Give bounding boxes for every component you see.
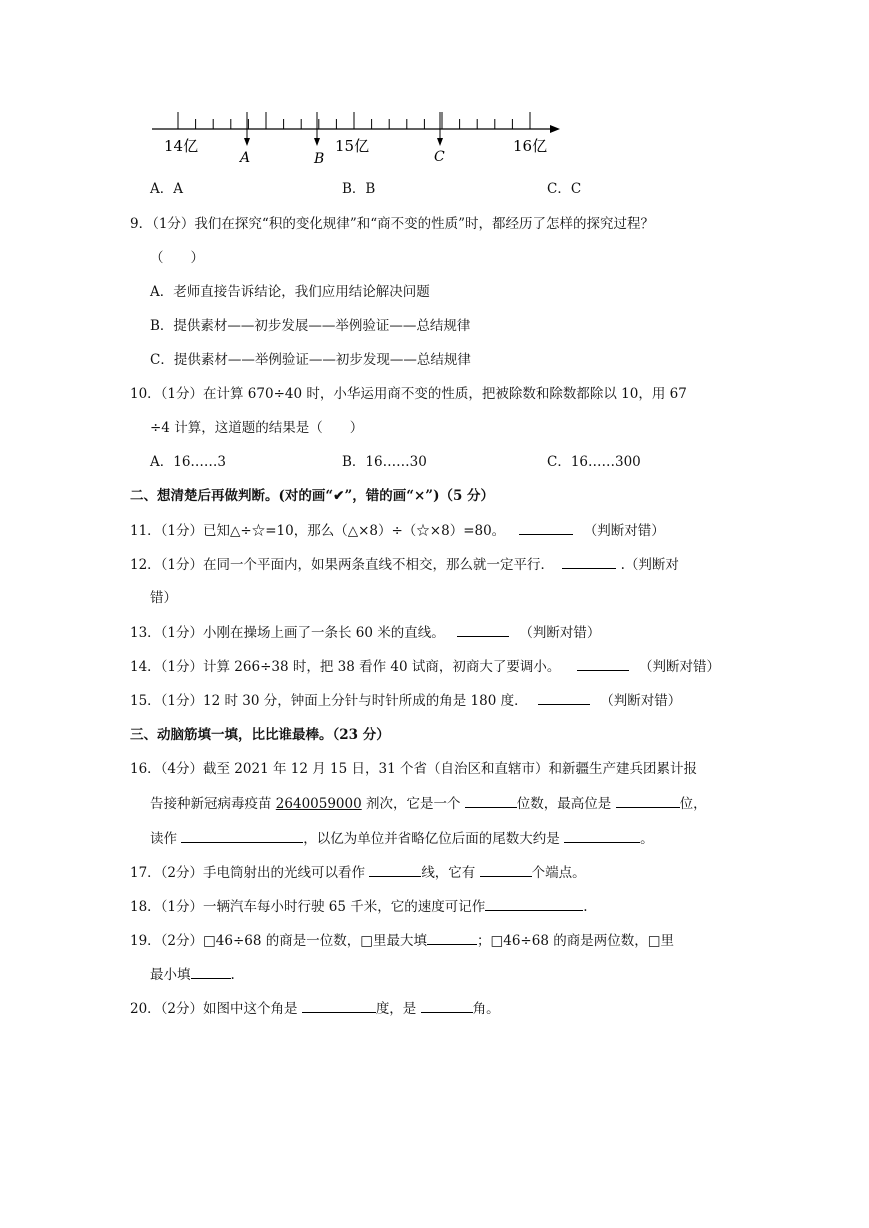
q15 bbox=[130, 690, 681, 711]
q9-option-c: C．提供素材——举例验证——初步发现——总结规律 bbox=[150, 352, 471, 368]
q20-text-c: 角。 bbox=[472, 1001, 500, 1017]
q10-option-b: B．16……30 bbox=[342, 454, 427, 470]
q15-answer-blank[interactable] bbox=[538, 690, 590, 705]
label-15yi: 15亿 bbox=[335, 137, 370, 155]
q10-stem-line2: ÷4 计算，这道题的结果是（ ） bbox=[150, 420, 364, 436]
label-14yi: 14亿 bbox=[164, 137, 199, 155]
q12-answer-blank[interactable] bbox=[562, 554, 616, 569]
point-label-b: B bbox=[314, 151, 325, 166]
q8-option-a: A．A bbox=[150, 181, 183, 197]
q10-stem-line1: 10．（1分）在计算 670÷40 时，小华运用商不变的性质，把被除数和除数都除以 10，用 67 bbox=[130, 386, 687, 402]
q17-text-b: 线，它有 bbox=[421, 865, 480, 881]
q16-approx-blank[interactable] bbox=[564, 828, 640, 843]
q10-option-a: A．16……3 bbox=[150, 454, 227, 470]
number-line-ticks bbox=[178, 112, 530, 129]
q20-degree-blank[interactable] bbox=[302, 998, 376, 1013]
q20-angle-type-blank[interactable] bbox=[421, 998, 473, 1013]
q20-text-b: 度，是 bbox=[375, 1001, 421, 1017]
q8-option-b: B．B bbox=[342, 181, 376, 197]
q19-min-blank[interactable] bbox=[191, 964, 231, 979]
q9-option-b: B．提供素材——初步发展——举例验证——总结规律 bbox=[150, 318, 471, 334]
q17-line-type-blank[interactable] bbox=[369, 862, 421, 877]
q16-text-b: 剂次，它是一个 bbox=[361, 796, 465, 812]
point-arrow-head bbox=[437, 138, 443, 146]
q16-text-e: 读作 bbox=[150, 831, 182, 847]
q13-stem: 13．（1分）小刚在操场上画了一条长 60 米的直线。 bbox=[130, 625, 445, 641]
q13-answer-blank[interactable] bbox=[457, 622, 509, 637]
q18-text-a: 18．（1分）一辆汽车每小时行驶 65 千米，它的速度可记作 bbox=[130, 899, 486, 915]
q19-line2 bbox=[150, 964, 235, 985]
q14 bbox=[130, 656, 720, 677]
q17 bbox=[130, 862, 586, 883]
q18 bbox=[130, 896, 588, 917]
q15-stem: 15．（1分）12 时 30 分，钟面上分针与时针所成的角是 180 度． bbox=[130, 693, 528, 709]
q16-vaccine-number: 2640059000 bbox=[275, 796, 362, 812]
q14-stem: 14．（1分）计算 266÷38 时，把 38 看作 40 试商，初商大了要调小。 bbox=[130, 659, 561, 675]
q16-read-as-blank[interactable] bbox=[181, 828, 303, 843]
q11-answer-blank[interactable] bbox=[519, 520, 573, 535]
q12 bbox=[130, 554, 679, 575]
q18-text-b: . bbox=[583, 899, 588, 915]
point-label-a: A bbox=[240, 150, 251, 166]
q16-highest-place-blank[interactable] bbox=[616, 793, 680, 808]
q16-text-d: 位， bbox=[679, 796, 707, 812]
q14-tail: （判断对错） bbox=[638, 659, 720, 675]
q19-text-b: ；□46÷68 的商是两位数，□里 bbox=[477, 933, 674, 949]
q16-text-f: ，以亿为单位并省略亿位后面的尾数大约是 bbox=[303, 831, 565, 847]
q8-option-c: C．C bbox=[547, 181, 582, 197]
q16-line2 bbox=[150, 793, 707, 814]
q10-option-c: C．16……300 bbox=[547, 454, 641, 470]
section-2-heading: 二、想清楚后再做判断。(对的画“✔”，错的画“×”)（5 分） bbox=[130, 488, 495, 504]
q17-text-a: 17．（2分）手电筒射出的光线可以看作 bbox=[130, 865, 370, 881]
q12-continuation: 错） bbox=[150, 590, 177, 606]
point-arrow-head bbox=[314, 138, 320, 146]
q20 bbox=[130, 998, 500, 1019]
q16-text-a: 告接种新冠病毒疫苗 bbox=[150, 796, 276, 812]
q20-text-a: 20．（2分）如图中这个角是 bbox=[130, 1001, 302, 1017]
point-arrow-head bbox=[244, 138, 250, 146]
q19-line1 bbox=[130, 930, 674, 951]
q11-tail: （判断对错） bbox=[583, 523, 665, 539]
q19-text-a: 19．（2分）□46÷68 的商是一位数，□里最大填 bbox=[130, 933, 427, 949]
number-line-arrow bbox=[550, 125, 560, 133]
q16-text-c: 位数，最高位是 bbox=[516, 796, 616, 812]
q12-stem: 12．（1分）在同一个平面内，如果两条直线不相交，那么就一定平行． bbox=[130, 557, 555, 573]
q13 bbox=[130, 622, 600, 643]
q18-speed-blank[interactable] bbox=[485, 896, 583, 911]
q14-answer-blank[interactable] bbox=[577, 656, 629, 671]
q19-text-d: . bbox=[230, 967, 235, 983]
q15-tail: （判断对错） bbox=[600, 693, 682, 709]
q9-option-a: A．老师直接告诉结论，我们应用结论解决问题 bbox=[150, 284, 430, 300]
label-16yi: 16亿 bbox=[513, 137, 548, 155]
q11-stem: 11．（1分）已知△÷☆=10，那么（△×8）÷（☆×8）=80。 bbox=[130, 523, 506, 539]
q17-text-c: 个端点。 bbox=[531, 865, 586, 881]
q19-max-blank[interactable] bbox=[427, 930, 477, 945]
section-3-heading: 三、动脑筋填一填，比比谁最棒。（23 分） bbox=[130, 727, 390, 743]
q13-tail: （判断对错） bbox=[519, 625, 601, 641]
point-label-c: C bbox=[434, 149, 445, 165]
q16-line3 bbox=[150, 828, 654, 849]
q17-endpoint-blank[interactable] bbox=[480, 862, 532, 877]
q16-line1: 16．（4分）截至 2021 年 12 月 15 日，31 个省（自治区和直辖市）和新疆生产建兵团累计报 bbox=[130, 761, 697, 777]
q16-digits-blank[interactable] bbox=[465, 793, 517, 808]
q12-tail: .（判断对 bbox=[620, 557, 679, 573]
q19-text-c: 最小填 bbox=[150, 967, 191, 983]
q16-text-g: 。 bbox=[640, 831, 654, 847]
q9-stem: 9．（1分）我们在探究“积的变化规律”和“商不变的性质”时，都经历了怎样的探究过程？ bbox=[130, 216, 655, 232]
number-line-figure bbox=[148, 104, 568, 166]
q9-paren: （ ） bbox=[150, 250, 204, 266]
q11 bbox=[130, 520, 665, 541]
